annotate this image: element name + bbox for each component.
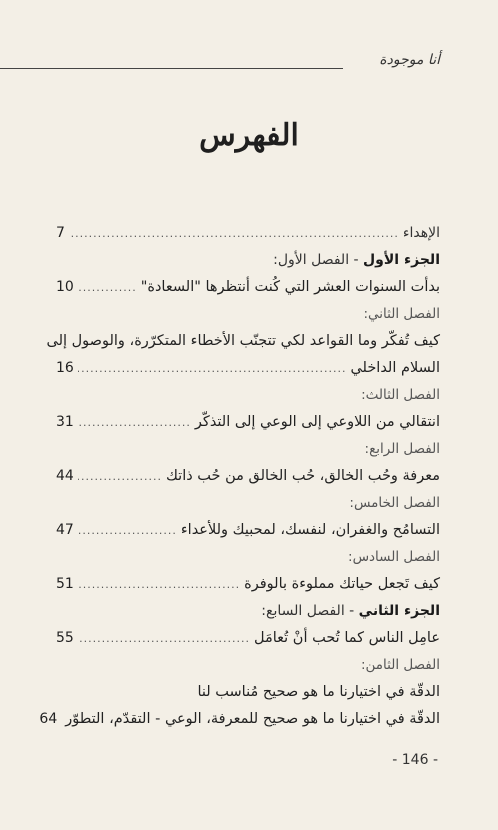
toc-entry-label: الفصل الخامس: xyxy=(349,495,440,511)
toc-chapter-2-heading xyxy=(56,301,440,328)
page-number: - 146 - xyxy=(392,752,438,768)
toc-entry-chapter-1[interactable] xyxy=(56,274,440,301)
toc-title: الفهرس xyxy=(199,118,299,153)
toc-entry-label: الإهداء xyxy=(402,225,440,241)
toc-entry-chapter-2-line-2[interactable] xyxy=(56,355,440,382)
toc-entry-dedication[interactable] xyxy=(56,220,440,247)
toc-chapter-6-heading xyxy=(56,544,440,571)
leader-dots xyxy=(78,463,162,490)
leader-dots xyxy=(78,625,250,652)
leader-dots xyxy=(78,355,347,382)
toc-entry-label: الفصل الثالث: xyxy=(361,387,440,403)
toc-part-one-heading xyxy=(56,247,440,274)
toc-entry-chapter-3[interactable] xyxy=(56,409,440,436)
toc-entry-chapter-2-line-1[interactable] xyxy=(46,328,440,355)
toc-part-two-heading xyxy=(56,598,440,625)
toc-entry-chapter-7[interactable] xyxy=(56,625,440,652)
chapter-label: - الفصل السابع: xyxy=(261,603,359,619)
toc-entry-page: 51 xyxy=(56,576,74,592)
table-of-contents xyxy=(39,220,440,733)
toc-entry-label: السلام الداخلي xyxy=(350,360,440,376)
toc-chapter-3-heading xyxy=(56,382,440,409)
toc-entry-page: 7 xyxy=(56,225,65,241)
toc-entry-label: الفصل الثاني: xyxy=(363,306,440,322)
toc-entry-label: كيف تُفكّر وما القواعد لكي تتجنّب الأخطاء المتكرّرة، والوصول إلى xyxy=(46,333,440,349)
leader-dots xyxy=(78,517,177,544)
toc-entry-page: 64 xyxy=(39,711,58,727)
header-rule xyxy=(0,68,343,69)
toc-chapter-5-heading xyxy=(56,490,440,517)
toc-entry-chapter-8-line-2[interactable] xyxy=(39,706,440,733)
toc-entry-page: 47 xyxy=(56,522,74,538)
leader-dots xyxy=(78,571,240,598)
chapter-label: - الفصل الأول: xyxy=(273,252,364,268)
toc-entry-page: 16 xyxy=(56,360,74,376)
toc-entry-label: الدقّة في اختيارنا ما هو صحيح للمعرفة، الوعي - التقدّم، التطوّر xyxy=(65,711,440,727)
toc-entry-chapter-5[interactable] xyxy=(56,517,440,544)
toc-chapter-4-heading xyxy=(56,436,440,463)
part-label: الجزء الأول xyxy=(363,252,440,268)
running-header xyxy=(0,52,498,74)
toc-entry-chapter-8-line-1[interactable] xyxy=(56,679,440,706)
toc-entry-chapter-6[interactable] xyxy=(56,571,440,598)
toc-entry-label: معرفة وحُب الخالق، حُب الخالق من حُب ذاتك xyxy=(165,468,440,484)
toc-entry-label: عامِل الناس كما تُحب أنْ تُعامَل xyxy=(253,630,440,646)
toc-entry-chapter-4[interactable] xyxy=(56,463,440,490)
toc-entry-page: 31 xyxy=(56,414,74,430)
toc-entry-label: التسامُح والغفران، لنفسك، لمحبيك وللأعداء xyxy=(180,522,440,538)
leader-dots xyxy=(69,220,399,247)
toc-entry-label: كيف تَجعل حياتك مملوءة بالوفرة xyxy=(244,576,440,592)
toc-entry-label: الفصل الثامن: xyxy=(360,657,440,673)
toc-entry-label xyxy=(261,598,440,625)
toc-entry-label: انتقالي من اللاوعي إلى الوعي إلى التذكّر xyxy=(194,414,440,430)
part-label: الجزء الثاني xyxy=(358,603,440,619)
running-title: أنا موجودة xyxy=(379,52,440,68)
leader-dots xyxy=(78,274,137,301)
toc-entry-page: 55 xyxy=(56,630,74,646)
toc-entry-page: 44 xyxy=(56,468,74,484)
toc-entry-label xyxy=(273,247,440,274)
toc-entry-label: الدقّة في اختيارنا ما هو صحيح مُناسب لنا xyxy=(197,684,440,700)
toc-entry-label: الفصل الرابع: xyxy=(364,441,440,457)
toc-entry-page: 10 xyxy=(56,279,74,295)
leader-dots xyxy=(78,409,191,436)
toc-entry-label: بدأت السنوات العشر التي كُنت أنتظرها "السعادة" xyxy=(140,279,440,295)
toc-chapter-8-heading xyxy=(56,652,440,679)
toc-entry-label: الفصل السادس: xyxy=(348,549,440,565)
